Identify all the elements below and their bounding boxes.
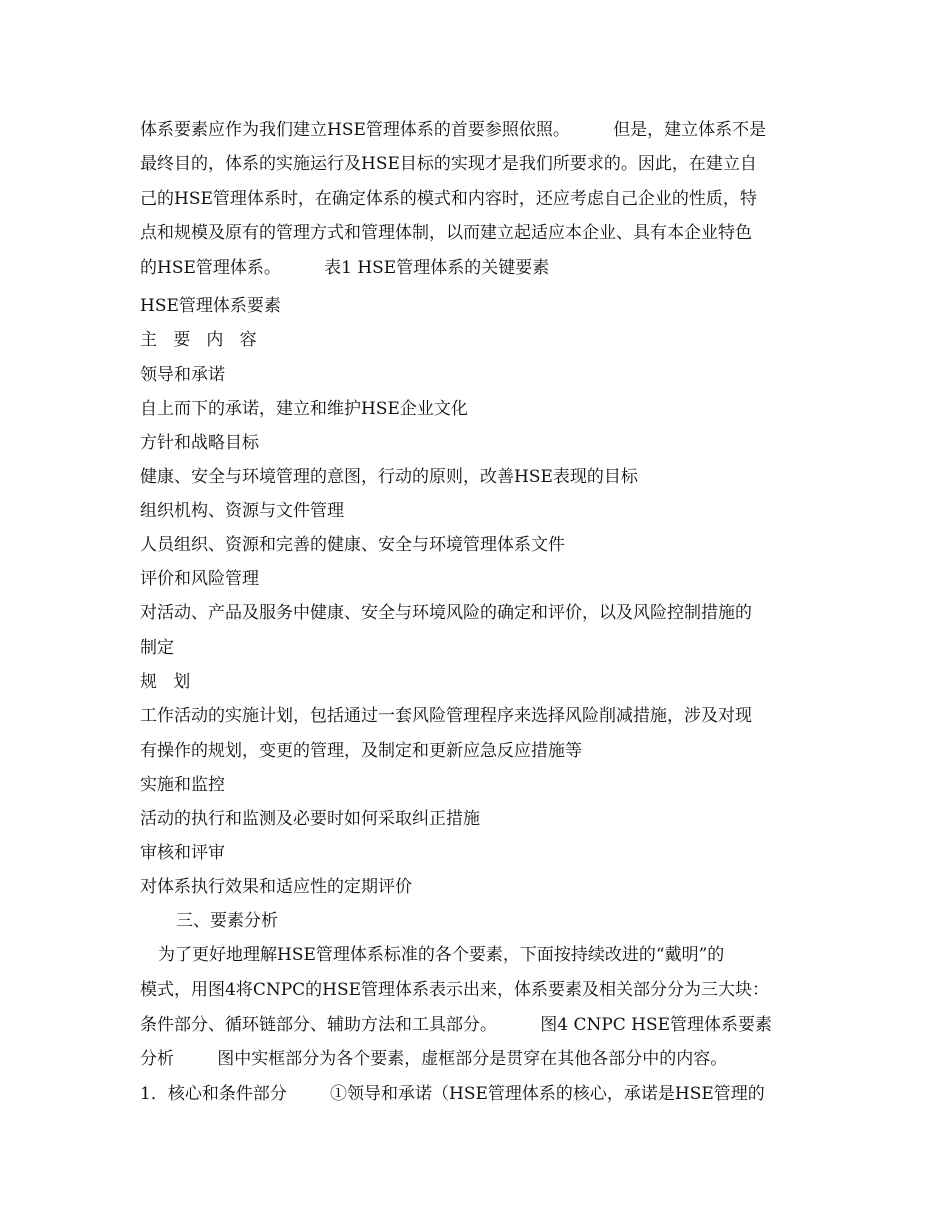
paragraph-line: 的HSE管理体系。 表1 HSE管理体系的关键要素 [140, 258, 550, 278]
table-row-element: 组织机构、资源与文件管理 [140, 501, 344, 521]
paragraph-line: 条件部分、循环链部分、辅助方法和工具部分。 图4 CNPC HSE管理体系要素 [140, 1015, 773, 1035]
table-row-element: 方针和战略目标 [140, 433, 259, 453]
paragraph-line: 1．核心和条件部分 ①领导和承诺（HSE管理体系的核心，承诺是HSE管理的 [140, 1084, 765, 1104]
table-header-content: 主 要 内 容 [140, 330, 257, 350]
paragraph-line: 己的HSE管理体系时，在确定体系的模式和内容时，还应考虑自己企业的性质，特 [140, 189, 757, 209]
table-row-element: 审核和评审 [140, 843, 225, 863]
paragraph-line: 为了更好地理解HSE管理体系标准的各个要素，下面按持续改进的“戴明”的 [158, 945, 725, 965]
paragraph-line: 体系要素应作为我们建立HSE管理体系的首要参照依照。 但是，建立体系不是 [140, 120, 767, 140]
table-row-content: 制定 [140, 638, 174, 658]
table-row-content: 自上而下的承诺，建立和维护HSE企业文化 [140, 399, 468, 419]
table-row-element: 评价和风险管理 [140, 569, 259, 589]
paragraph-line: 最终目的，体系的实施运行及HSE目标的实现才是我们所要求的。因此，在建立自 [140, 154, 757, 174]
table-row-element: 实施和监控 [140, 775, 225, 795]
table-row-element: 领导和承诺 [140, 365, 225, 385]
paragraph-line: 点和规模及原有的管理方式和管理体制，以而建立起适应本企业、具有本企业特色 [140, 223, 752, 243]
table-row-content: 活动的执行和监测及必要时如何采取纠正措施 [140, 809, 480, 829]
table-row-content: 人员组织、资源和完善的健康、安全与环境管理体系文件 [140, 535, 565, 555]
table-row-element: 规 划 [140, 672, 191, 692]
table-row-content: 对体系执行效果和适应性的定期评价 [140, 877, 412, 897]
table-row-content: 有操作的规划，变更的管理，及制定和更新应急反应措施等 [140, 741, 582, 761]
table-row-content: 工作活动的实施计划，包括通过一套风险管理程序来选择风险削减措施，涉及对现 [140, 706, 752, 726]
table-row-content: 健康、安全与环境管理的意图，行动的原则，改善HSE表现的目标 [140, 467, 638, 487]
table-row-content: 对活动、产品及服务中健康、安全与环境风险的确定和评价，以及风险控制措施的 [140, 603, 752, 623]
paragraph-line: 分析 图中实框部分为各个要素，虚框部分是贯穿在其他各部分中的内容。 [140, 1049, 728, 1069]
table-header-element: HSE管理体系要素 [140, 296, 281, 316]
paragraph-line: 模式，用图4将CNPC的HSE管理体系表示出来，体系要素及相关部分分为三大块： [140, 980, 770, 1000]
section-heading: 三、要素分析 [176, 911, 278, 931]
